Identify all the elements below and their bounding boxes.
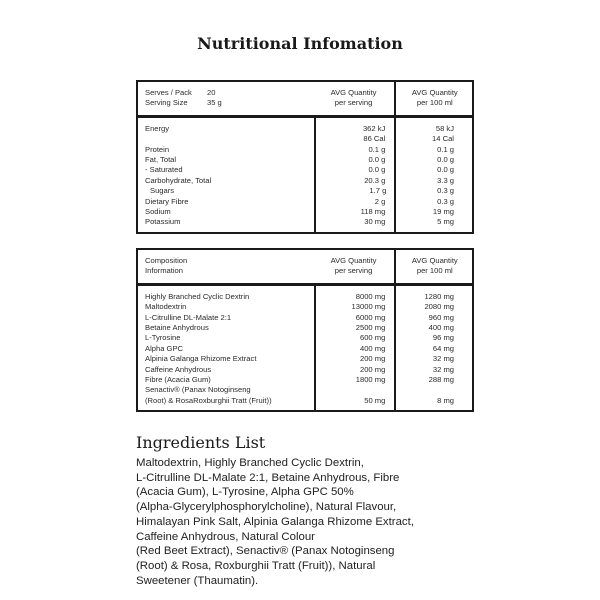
column-divider xyxy=(394,286,396,410)
row-label xyxy=(138,134,309,144)
table-row xyxy=(138,217,472,227)
col-serving-title: AVG Quantity xyxy=(330,256,377,265)
row-serving-value: 0.0 g xyxy=(368,154,386,164)
row-serving-value: 2500 mg xyxy=(355,322,386,332)
row-serving-value: 0.0 g xyxy=(368,165,386,175)
col-per100-subtitle: per 100 ml xyxy=(416,98,453,108)
serving-size-value: 35 g xyxy=(207,98,222,108)
table-row xyxy=(138,396,472,406)
row-serving-value: 13000 mg xyxy=(351,302,386,312)
row-per100-value: 32 mg xyxy=(432,354,454,364)
row-serving-value: 20.3 g xyxy=(364,175,386,185)
table-row xyxy=(138,197,472,207)
row-label: - Saturated xyxy=(145,165,183,175)
row-serving-value: 362 kJ xyxy=(362,123,386,133)
table-row xyxy=(138,344,472,354)
table-row xyxy=(138,186,472,196)
row-per100-value: 2080 mg xyxy=(424,302,454,312)
column-divider xyxy=(394,118,396,232)
nutrition-panel xyxy=(136,80,474,234)
table-row xyxy=(138,134,472,144)
column-divider xyxy=(314,118,316,232)
row-per100-value: 5 mg xyxy=(437,217,454,227)
row-per100-value: 960 mg xyxy=(428,312,454,322)
row-serving-value: 30 mg xyxy=(364,217,386,227)
row-label: Highly Branched Cyclic Dextrin xyxy=(145,291,250,301)
row-serving-value: 1.7 g xyxy=(369,186,387,196)
row-label: Alpinia Galanga Rhizome Extract xyxy=(145,354,257,364)
row-serving-value: 118 mg xyxy=(360,206,386,216)
row-per100-value: 0.0 g xyxy=(437,154,454,164)
row-per100-value: 3.3 g xyxy=(437,175,454,185)
row-label: Fat, Total xyxy=(145,154,177,164)
column-divider xyxy=(394,250,396,283)
row-label: (Root) & RosaRoxburghii Tratt (Fruit)) xyxy=(145,395,272,405)
table-row xyxy=(138,385,472,395)
table-row xyxy=(138,155,472,165)
composition-rows xyxy=(138,286,472,410)
row-per100-value: 32 mg xyxy=(432,364,454,374)
ingredients-line: (Acacia Gum), L-Tyrosine, Alpha GPC 50% xyxy=(136,486,354,499)
row-serving-value: 200 mg xyxy=(359,354,386,364)
row-label: Sodium xyxy=(145,206,171,216)
ingredients-line: Caffeine Anhydrous, Natural Colour xyxy=(136,530,315,543)
composition-header xyxy=(138,250,472,286)
row-serving-value: 6000 mg xyxy=(355,312,386,322)
row-per100-value: 96 mg xyxy=(432,333,454,343)
ingredients-heading: Ingredients List xyxy=(136,433,266,452)
table-row xyxy=(138,375,472,385)
row-per100-value: 288 mg xyxy=(428,374,454,384)
row-per100-value: 19 mg xyxy=(432,206,454,216)
nutrition-rows xyxy=(138,118,472,232)
row-serving-value: 600 mg xyxy=(359,333,386,343)
row-label: Senactiv® (Panax Notoginseng xyxy=(145,385,251,395)
col-serving-title: AVG Quantity xyxy=(330,88,377,97)
table-row xyxy=(138,313,472,323)
row-label: Carbohydrate, Total xyxy=(145,175,212,185)
nutrition-header xyxy=(138,82,472,118)
row-serving-value: 8000 mg xyxy=(355,291,386,301)
col-per100-subtitle: per 100 ml xyxy=(416,266,453,276)
row-serving-value xyxy=(309,385,397,395)
table-row xyxy=(138,165,472,175)
row-label: Dietary Fibre xyxy=(145,196,189,206)
column-divider xyxy=(314,286,316,410)
table-row xyxy=(138,323,472,333)
composition-subtitle: Information xyxy=(145,266,183,276)
row-label: Fibre (Acacia Gum) xyxy=(145,374,211,384)
row-per100-value: 64 mg xyxy=(432,343,454,353)
table-row xyxy=(138,333,472,343)
row-per100-value: 0.1 g xyxy=(437,144,454,154)
row-label: Energy xyxy=(145,123,170,133)
ingredients-text xyxy=(136,456,472,588)
row-per100-value: 8 mg xyxy=(437,395,454,405)
row-serving-value: 86 Cal xyxy=(363,134,386,144)
table-row xyxy=(138,302,472,312)
ingredients-line: (Red Beet Extract), Senactiv® (Panax Notoginseng xyxy=(136,545,395,558)
row-serving-value: 2 g xyxy=(374,196,386,206)
row-per100-value: 58 kJ xyxy=(435,123,454,133)
column-divider xyxy=(394,82,396,115)
ingredients-line: Sweetener (Thaumatin). xyxy=(136,574,259,587)
ingredients-line: L-Citrulline DL-Malate 2:1, Betaine Anhydrous, Fibre xyxy=(136,471,400,484)
table-row xyxy=(138,124,472,134)
ingredients-line: Maltodextrin, Highly Branched Cyclic Dextrin, xyxy=(136,457,364,469)
row-label: L-Tyrosine xyxy=(145,333,181,343)
page-title: Nutritional Infomation xyxy=(197,34,403,53)
composition-title: Composition xyxy=(145,256,188,265)
row-label: Betaine Anhydrous xyxy=(145,322,209,332)
serving-size-label: Serving Size xyxy=(145,98,188,108)
serves-label: Serves / Pack xyxy=(145,88,192,97)
row-label: Caffeine Anhydrous xyxy=(145,364,212,374)
table-row xyxy=(138,292,472,302)
table-row xyxy=(138,145,472,155)
row-per100-value xyxy=(397,385,472,395)
row-serving-value: 200 mg xyxy=(359,364,386,374)
table-row xyxy=(138,176,472,186)
col-per100-title: AVG Quantity xyxy=(411,88,458,97)
row-per100-value: 0.0 g xyxy=(437,165,454,175)
serves-value: 20 xyxy=(207,88,216,97)
row-serving-value: 1800 mg xyxy=(355,374,386,384)
row-label: Potassium xyxy=(145,217,181,227)
row-per100-value: 14 Cal xyxy=(432,134,454,144)
row-per100-value: 1280 mg xyxy=(424,291,454,301)
col-serving-subtitle: per serving xyxy=(334,98,373,108)
row-per100-value: 400 mg xyxy=(428,322,454,332)
ingredients-line: (Root) & Rosa, Roxburghii Tratt (Fruit)), Natural xyxy=(136,559,376,572)
row-serving-value: 50 mg xyxy=(364,395,386,405)
col-per100-title: AVG Quantity xyxy=(411,256,458,265)
composition-panel xyxy=(136,248,474,412)
col-serving-subtitle: per serving xyxy=(334,266,373,276)
ingredients-line: Himalayan Pink Salt, Alpinia Galanga Rhizome Extract, xyxy=(136,515,414,528)
row-per100-value: 0.3 g xyxy=(437,186,454,196)
row-label: L-Citrulline DL-Malate 2:1 xyxy=(145,312,232,322)
row-serving-value: 0.1 g xyxy=(368,144,386,154)
row-per100-value: 0.3 g xyxy=(437,196,454,206)
row-label: Sugars xyxy=(150,186,175,196)
row-label: Alpha GPC xyxy=(145,343,183,353)
ingredients-line: (Alpha-Glycerylphosphorylcholine), Natural Flavour, xyxy=(136,501,397,514)
row-label: Maltodextrin xyxy=(145,302,187,312)
table-row xyxy=(138,207,472,217)
table-row xyxy=(138,354,472,364)
table-row xyxy=(138,365,472,375)
row-serving-value: 400 mg xyxy=(359,343,386,353)
row-label: Protein xyxy=(145,144,170,154)
